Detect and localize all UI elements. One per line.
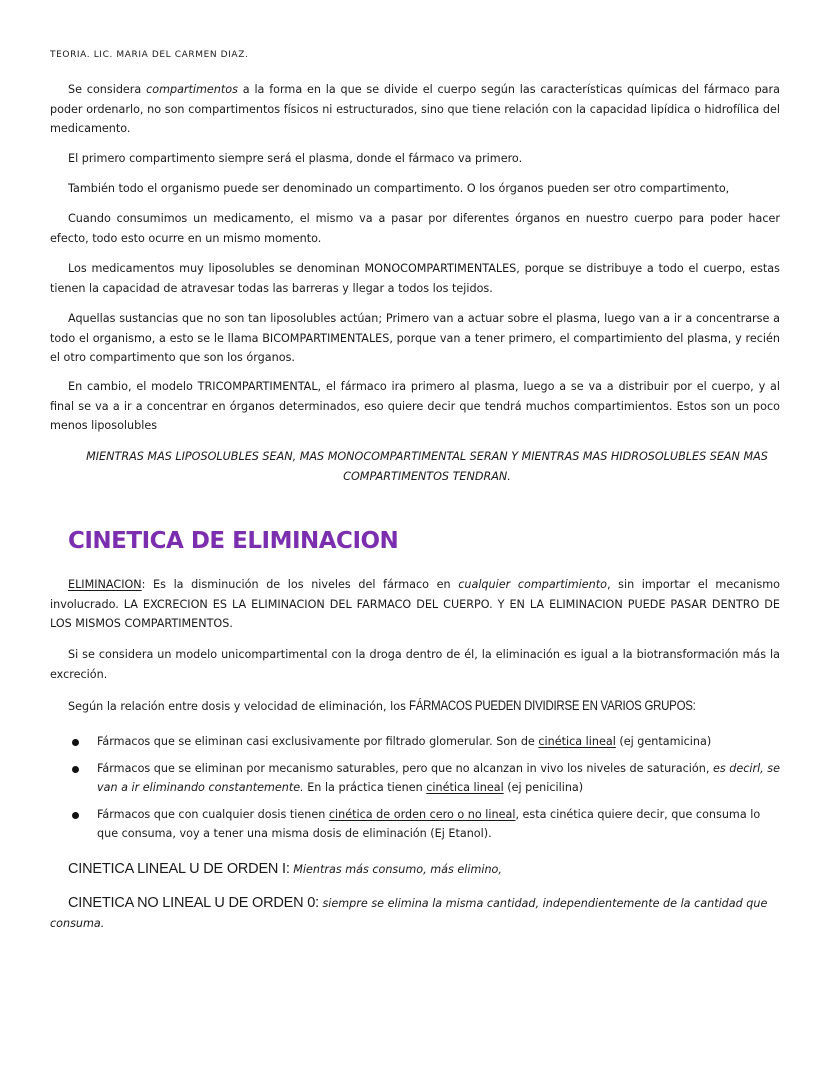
list-item: Fármacos que se eliminan casi exclusivamente por filtrado glomerular. Son de cinética lineal (ej gentamicina) — [70, 732, 782, 752]
paragraph-eliminacion: ELIMINACION: Es la disminución de los niveles del fármaco en cualquier compartimiento, sin importar el mecanismo involucrado. LA EXCRECION ES LA ELIMINACION DEL FARMACO DEL CUERPO. Y EN LA ELIMINACION PUEDE PASAR DENTRO DE LOS MISMOS COMPARTIMENTOS. — [50, 578, 780, 630]
paragraph-compartimentos: Se considera compartimentos a la forma en la que se divide el cuerpo según las características químicas del fármaco para poder ordenarlo, no son compartimentos físicos ni estructurados, sino que tiene relación con la capacidad lipídica o hidrofílica del medicamento. — [50, 83, 780, 135]
paragraph-tricompartimental: En cambio, el modelo TRICOMPARTIMENTAL, el fármaco ira primero al plasma, luego a se va a distribuir por el cuerpo, y al final se va a ir a concentrar en órganos determinados, eso quiere decir que tendrá muchos compartimientos. Estos son un poco menos liposolubles — [50, 380, 780, 432]
page-header: TEORIA. LIC. MARIA DEL CARMEN DIAZ. — [50, 50, 249, 60]
bullet-icon — [72, 812, 79, 819]
term-eliminacion: ELIMINACION — [68, 578, 142, 591]
section-title: CINETICA DE ELIMINACION — [68, 528, 399, 554]
kinetics-linear: CINETICA LINEAL U DE ORDEN I: Mientras más consumo, más elimino, — [68, 861, 502, 877]
paragraph-monocompartimentales: Los medicamentos muy liposolubles se denominan MONOCOMPARTIMENTALES, porque se distribuye a todo el cuerpo, estas tienen la capacidad de atravesar todas las barreras y llegar a todos los tejidos. — [50, 262, 780, 295]
liposolubility-rule-note: MIENTRAS MAS LIPOSOLUBLES SEAN, MAS MONOCOMPARTIMENTAL SERAN Y MIENTRAS MAS HIDROSOLUBLES SEAN MAS COMPARTIMENTOS TENDRAN. — [86, 450, 768, 483]
paragraph-plasma: El primero compartimento siempre será el plasma, donde el fármaco va primero. — [68, 152, 523, 165]
paragraph-unicompartimental: Si se considera un modelo unicompartimental con la droga dentro de él, la eliminación es igual a la biotransformación más la excreción. — [50, 648, 780, 681]
paragraph-organismo: También todo el organismo puede ser denominado un compartimento. O los órganos pueden ser otro compartimento, — [68, 182, 730, 195]
paragraph-consumo: Cuando consumimos un medicamento, el mismo va a pasar por diferentes órganos en nuestro cuerpo para poder hacer efecto, todo esto ocurre en un mismo momento. — [50, 212, 780, 245]
list-item: Fármacos que se eliminan por mecanismo saturables, pero que no alcanzan in vivo los niveles de saturación, es decirl, se van a ir eliminando constantemente. En la práctica tienen cinética lineal (ej penicilina) — [70, 759, 782, 798]
list-item: Fármacos que con cualquier dosis tienen cinética de orden cero o no lineal, esta cinética quiere decir, que consuma lo que consuma, voy a tener una misma dosis de eliminación (Ej Etanol). — [70, 805, 782, 844]
bullet-icon — [72, 766, 79, 773]
drug-groups-list — [70, 732, 782, 851]
kinetics-nonlinear: CINETICA NO LINEAL U DE ORDEN 0: siempre se elimina la misma cantidad, independientemente de la cantidad que consuma. — [50, 895, 768, 930]
paragraph-bicompartimentales: Aquellas sustancias que no son tan liposolubles actúan; Primero van a actuar sobre el plasma, luego van a ir a concentrarse a todo el organismo, a esto se le llama BICOMPARTIMENTALES, porque van a tener primero, el compartimiento del plasma, y recién el otro compartimento que son los órganos. — [50, 312, 780, 364]
term-compartimentos: compartimentos — [146, 83, 238, 96]
bullet-icon — [72, 739, 79, 746]
paragraph-grupos: Según la relación entre dosis y velocidad de eliminación, los FÁRMACOS PUEDEN DIVIDIRSE EN VARIOS GRUPOS: — [68, 698, 697, 713]
